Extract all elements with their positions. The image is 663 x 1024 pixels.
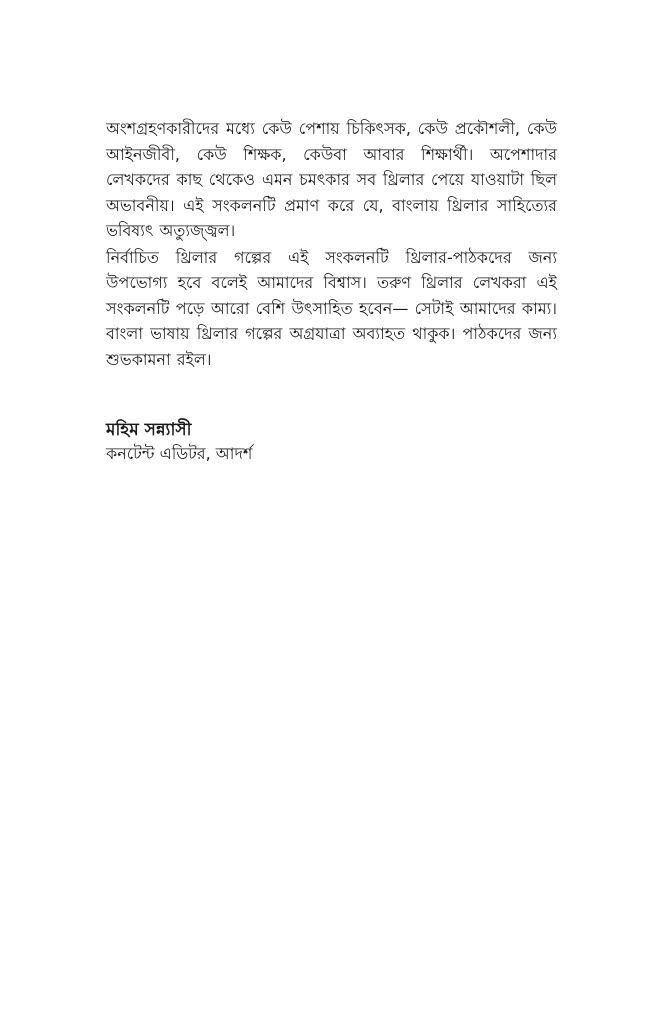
signature-block [106,418,252,466]
paragraph: নির্বাচিত থ্রিলার গল্পের এই সংকলনটি থ্রিলার-পাঠকদের জন্য উপভোগ্য হবে বলেই আমাদের বিশ্বাস। তরুণ থ্রিলার লেখকরা এই সংকলনটি পড়ে আরো বেশি উৎসাহিত হবেন— সেটাই আমাদের কাম্য। বাংলা ভাষায় থ্রিলার গল্পের অগ্রযাত্রা অব্যাহত থাকুক। পাঠকদের জন্য শুভকামনা রইল। [106,247,557,369]
body-text [106,116,557,372]
author-name: মহিম সন্ন্যাসী [106,420,192,440]
paragraph: অংশগ্রহণকারীদের মধ্যে কেউ পেশায় চিকিৎসক, কেউ প্রকৌশলী, কেউ আইনজীবী, কেউ শিক্ষক, কেউবা আবার শিক্ষার্থী। অপেশাদার লেখকদের কাছ থেকেও এমন চমৎকার সব থ্রিলার পেয়ে যাওয়াটা ছিল অভাবনীয়। এই সংকলনটি প্রমাণ করে যে, বাংলায় থ্রিলার সাহিত্যের ভবিষ্যৎ অত্যুজ্জ্বল। [106,119,557,240]
author-title: কনটেন্ট এডিটর, আদর্শ [106,444,253,463]
